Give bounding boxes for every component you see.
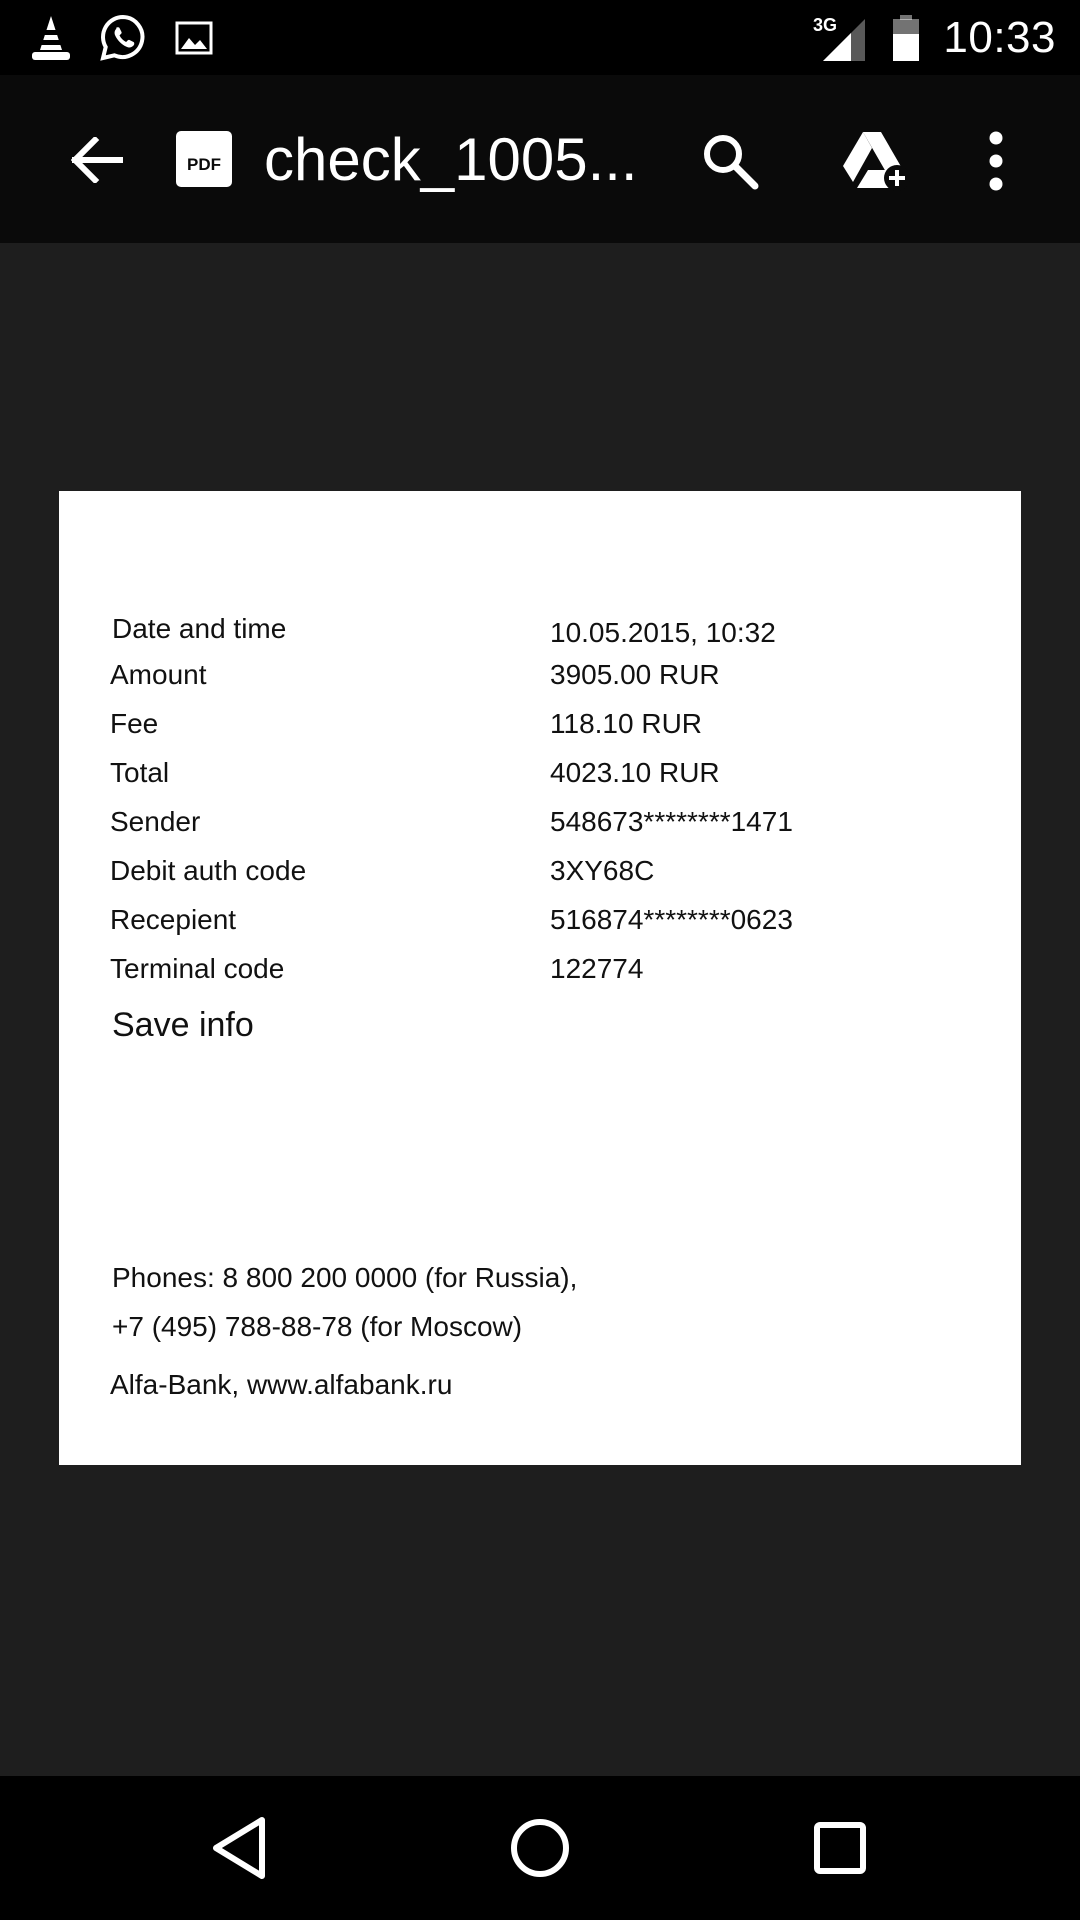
receipt-row-sender: [59, 802, 1021, 842]
row-value: 118.10 RUR: [550, 708, 703, 739]
row-value: 548673********1471: [550, 806, 793, 837]
more-options-button[interactable]: [966, 121, 1026, 201]
battery-icon: [891, 14, 921, 62]
add-to-drive-button[interactable]: [836, 121, 916, 201]
svg-text:PDF: PDF: [187, 155, 221, 174]
search-icon: [701, 132, 759, 190]
search-button[interactable]: [694, 125, 766, 197]
bank-info: Alfa-Bank, www.alfabank.ru: [110, 1369, 453, 1400]
more-vert-icon: [986, 130, 1006, 192]
row-label: Amount: [110, 659, 207, 690]
status-system: [813, 10, 1056, 66]
receipt-row-total: [59, 753, 1021, 793]
row-label: Sender: [110, 806, 201, 837]
status-bar: [0, 0, 1080, 75]
row-label: Recepient: [110, 904, 237, 935]
row-label: Debit auth code: [110, 855, 307, 886]
receipt-row-recipient: [59, 900, 1021, 940]
row-label: Fee: [110, 708, 159, 739]
network-type: 3G: [813, 15, 838, 35]
receipt-row-terminal: [59, 949, 1021, 989]
app-toolbar: [0, 75, 1080, 243]
drive-add-icon: [841, 130, 911, 192]
whatsapp-icon: [98, 13, 148, 63]
row-value: 122774: [550, 953, 644, 984]
document-title: check_1005...: [264, 126, 638, 193]
pdf-page[interactable]: [59, 491, 1021, 1465]
pdf-file-icon: [176, 131, 232, 187]
nav-home-button[interactable]: [490, 1798, 590, 1898]
receipt-row-amount: [59, 655, 1021, 695]
status-time: 10:33: [943, 13, 1056, 62]
navigation-bar: [0, 1776, 1080, 1920]
nav-back-button[interactable]: [190, 1798, 290, 1898]
nav-recents-button[interactable]: [790, 1798, 890, 1898]
row-value: 10.05.2015, 10:32: [550, 617, 776, 648]
row-value: 3XY68C: [550, 855, 655, 886]
status-notifications: [30, 10, 214, 66]
row-value: 3905.00 RUR: [550, 659, 720, 690]
gallery-image-icon: [174, 18, 214, 58]
phones-line-moscow: +7 (495) 788-88-78 (for Moscow): [112, 1311, 523, 1342]
row-label: Date and time: [112, 613, 287, 644]
signal-icon: [813, 13, 869, 63]
receipt-row-fee: [59, 704, 1021, 744]
receipt-row-auth-code: [59, 851, 1021, 891]
nav-recents-icon: [810, 1818, 870, 1878]
row-value: 4023.10 RUR: [550, 757, 720, 788]
nav-back-icon: [210, 1816, 270, 1880]
row-label: Total: [110, 757, 170, 788]
row-value: 516874********0623: [550, 904, 793, 935]
nav-home-icon: [508, 1816, 572, 1880]
receipt-row-date: [59, 609, 1021, 649]
phones-line-russia: Phones: 8 800 200 0000 (for Russia),: [112, 1262, 578, 1293]
back-button[interactable]: [62, 125, 132, 195]
save-info-heading: Save info: [112, 1006, 254, 1044]
back-arrow-icon: [71, 137, 123, 183]
row-label: Terminal code: [110, 953, 285, 984]
vlc-cone-icon: [30, 14, 72, 62]
